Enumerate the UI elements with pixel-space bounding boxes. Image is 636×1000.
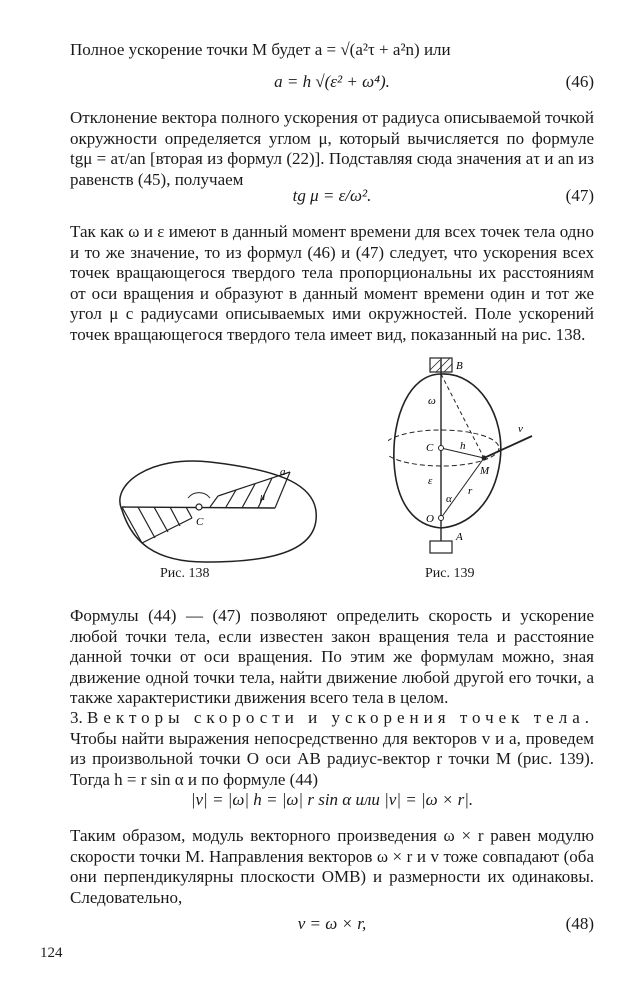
fig139-label-omega: ω	[428, 395, 436, 407]
fig139-label-r: r	[468, 485, 473, 497]
equation-modulus	[70, 790, 594, 812]
fig139-bottom-bearing	[430, 541, 452, 553]
figure-139	[388, 356, 548, 566]
fig138-label-angle: μ	[260, 492, 266, 503]
fig139-label-alpha: α	[446, 493, 452, 505]
fig139-label-a: A	[456, 531, 463, 543]
fig139-point-o	[439, 516, 444, 521]
equation-48-number: (48)	[565, 914, 594, 933]
fig139-point-m	[482, 456, 487, 461]
fig138-label-center: C	[196, 516, 204, 528]
section-number: 3.	[70, 708, 83, 727]
fig139-label-m: M	[480, 465, 490, 477]
fig139-label-h: h	[460, 440, 466, 452]
fig138-body-outline	[120, 461, 316, 562]
equation-47-formula: tg μ = ε/ω².	[292, 186, 372, 205]
fig139-label-b: B	[456, 360, 463, 372]
fig139-label-eps: ε	[428, 475, 433, 487]
paragraph-5	[70, 708, 594, 790]
paragraph-1: Полное ускорение точки M будет a = √(a²τ + a²n) или	[70, 40, 451, 59]
equation-46	[70, 72, 594, 94]
paragraph-3: Так как ω и ε имеют в данный момент времени для всех точек тела одно и то же значение, то из формул (46) и (47) следует, что ускорения всех точек вращающегося твердого тела пропорциональны их расстояниям от оси вращения и образуют в данный момент времени один и тот же угол μ с радиусами описываемых ими окружностей. Поле ускорений точек вращающегося твердого тела имеет вид, показанный на рис. 138.	[70, 222, 594, 344]
fig139-label-v: v	[518, 423, 523, 435]
fig138-center-point	[196, 504, 202, 510]
figure-139-caption: Рис. 139	[425, 566, 475, 581]
paragraph-5-text: Чтобы найти выражения непосредственно для векторов v и a, проведем из произвольной точки O оси AB радиус-вектор r точки M (рис. 139). Тогда h = r sin α и по формуле (44)	[70, 728, 594, 789]
section-title: Векторы скорости и ускорения точек тела.	[87, 708, 594, 727]
equation-47-number: (47)	[565, 186, 594, 205]
equation-48-formula: v = ω × r,	[297, 914, 367, 933]
fig139-label-c: C	[426, 442, 434, 454]
paragraph-2: Отклонение вектора полного ускорения от радиуса описываемой точкой окружности определяется углом μ, который вычисляется по формуле tgμ = aτ/an [вторая из формул (22)]. Подставляя сюда значения aτ и an из равенств (45), получаем	[70, 108, 594, 189]
page-number: 124	[40, 945, 63, 961]
equation-48	[70, 914, 594, 936]
paragraph-6: Таким образом, модуль векторного произведения ω × r равен модулю скорости точки M. Направления векторов ω × r и v тоже совпадают (оба они перпендикулярны плоскости OMB) и размерности их одинаковы. Следовательно,	[70, 826, 594, 907]
fig139-point-c	[439, 446, 444, 451]
fig139-label-o: O	[426, 513, 434, 525]
paragraph-4: Формулы (44) — (47) позволяют определить скорость и ускорение любой точки тела, если известен закон вращения тела и расстояние данной точки от оси вращения. По этим же формулам можно, зная движение одной точки тела, найти движение любой другой его точки, а также характеристики движения всего тела в целом.	[70, 606, 594, 707]
fig138-label-acc: a	[280, 466, 286, 478]
equation-46-formula: a = h √(ε² + ω⁴).	[274, 72, 390, 91]
equation-47	[70, 186, 594, 208]
fig139-radius-r	[441, 458, 484, 518]
equation-46-number: (46)	[565, 72, 594, 91]
figure-138	[110, 450, 330, 580]
fig138-rotation-arc	[188, 493, 210, 498]
figure-138-caption: Рис. 138	[160, 566, 210, 581]
equation-modulus-formula: |v| = |ω| h = |ω| r sin α или |v| = |ω × r|.	[190, 790, 474, 809]
